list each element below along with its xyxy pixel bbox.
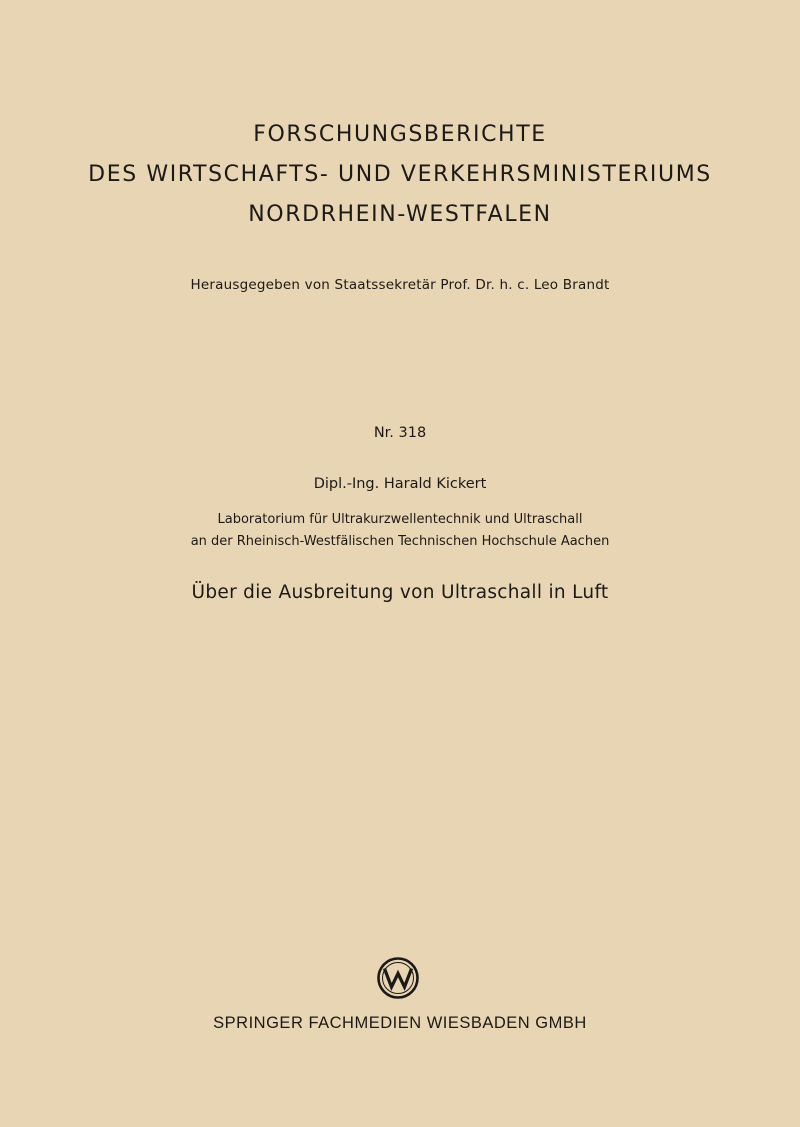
editor-line: Herausgegeben von Staatssekretär Prof. Dr. h. c. Leo Brandt — [190, 277, 610, 293]
publisher-name: SPRINGER FACHMEDIEN WIESBADEN GMBH — [213, 1014, 587, 1032]
author-name: Dipl.-Ing. Harald Kickert — [313, 476, 487, 492]
institution-line-1: Laboratorium für Ultrakurzwellentechnik und Ultraschall — [217, 512, 583, 527]
series-title-line-1: FORSCHUNGSBERICHTE — [253, 122, 547, 147]
report-number: Nr. 318 — [373, 425, 427, 441]
series-title-line-2: DES WIRTSCHAFTS- UND VERKEHRSMINISTERIUMS — [88, 162, 712, 187]
book-title: Über die Ausbreitung von Ultraschall in Luft — [191, 582, 609, 603]
series-title-line-3: NORDRHEIN-WESTFALEN — [248, 202, 552, 227]
springer-w-logo-icon — [376, 956, 420, 1000]
institution-line-2: an der Rheinisch-Westfälischen Technischen Hochschule Aachen — [190, 534, 610, 549]
